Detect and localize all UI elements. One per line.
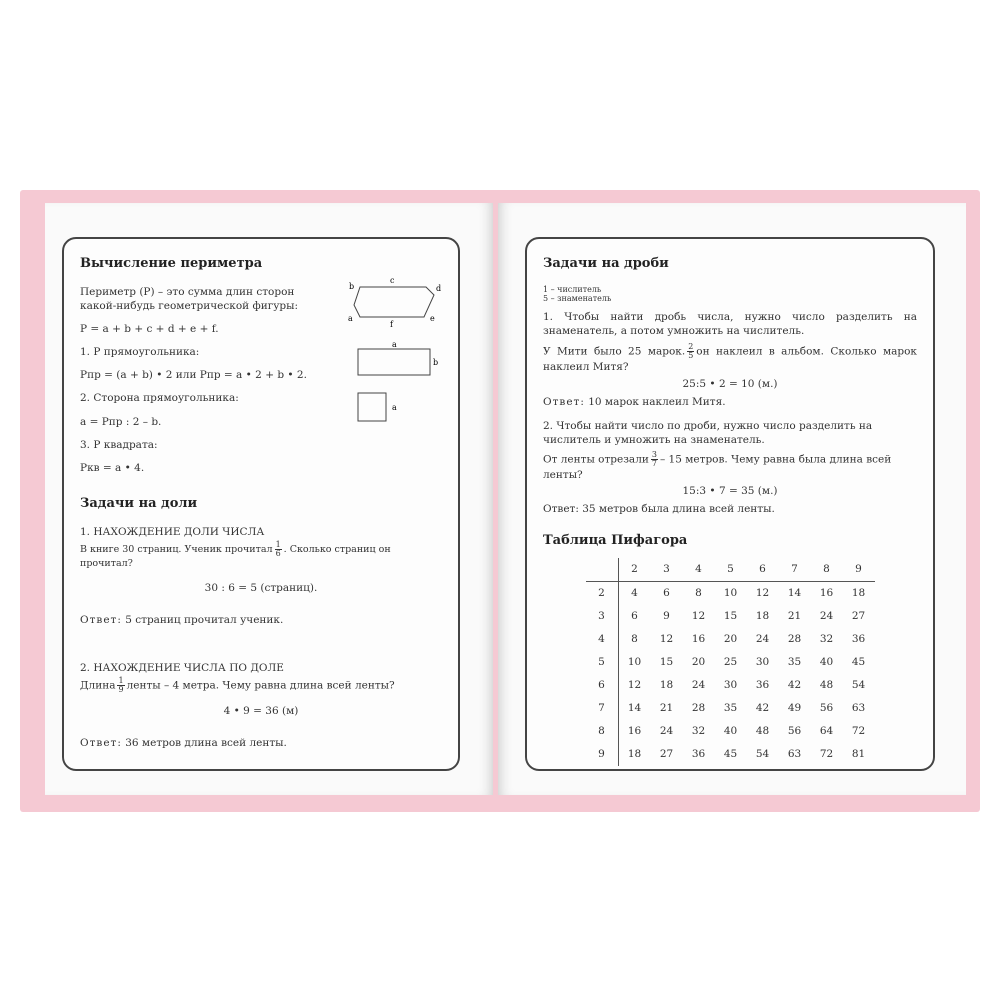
shape-diagrams bbox=[346, 277, 446, 427]
header-cell bbox=[586, 558, 619, 582]
table-cell: 20 bbox=[691, 656, 706, 669]
table-cell: 18 bbox=[755, 610, 770, 623]
table-cell: 36 bbox=[851, 633, 866, 646]
task1-text-a: В книге 30 страниц. Ученик прочитал bbox=[80, 543, 273, 555]
hex-label-d: d bbox=[436, 284, 442, 293]
perimeter-formula: P = a + b + c + d + e + f. bbox=[80, 322, 219, 335]
task1-text-b: он наклеил в альбом. Сколько марок наклеил Митя? bbox=[543, 345, 917, 374]
rule2: 2. Чтобы найти число по дроби, нужно число разделить на числитель и умножить на знаменатель. bbox=[543, 419, 873, 446]
rule1: 1. Чтобы найти дробь числа, нужно число разделить на знаменатель, а потом умножить на числитель. bbox=[543, 310, 917, 337]
table-cell: 72 bbox=[851, 725, 866, 738]
table-cell: 56 bbox=[787, 725, 802, 738]
answer-label: Ответ: bbox=[543, 396, 585, 409]
table-cell: 6 bbox=[631, 610, 638, 623]
table-cell: 28 bbox=[691, 702, 706, 715]
table-cell: 8 bbox=[695, 587, 702, 600]
fraction-task1-solution: 25:5 • 2 = 10 (м.) bbox=[682, 378, 778, 391]
task1-text-b: . Сколько страниц он прочитал? bbox=[80, 543, 391, 569]
task2-title: 2. НАХОЖДЕНИЕ ЧИСЛА ПО ДОЛЕ bbox=[80, 661, 284, 674]
header-cell: 5 bbox=[715, 558, 747, 582]
row-header-cell: 7 bbox=[586, 697, 619, 720]
table-cell: 8 bbox=[631, 633, 638, 646]
table-cell: 63 bbox=[851, 702, 866, 715]
table-cell: 12 bbox=[755, 587, 770, 600]
table-cell: 63 bbox=[787, 748, 802, 761]
denominator: 9 bbox=[118, 685, 124, 695]
table-cell: 9 bbox=[663, 610, 670, 623]
hex-label-e: e bbox=[430, 314, 435, 323]
table-cell: 64 bbox=[819, 725, 834, 738]
answer-text: 36 метров длина всей ленты. bbox=[125, 737, 287, 750]
table-row bbox=[586, 628, 875, 651]
table-cell: 40 bbox=[723, 725, 738, 738]
table-cell: 24 bbox=[659, 725, 674, 738]
table-cell: 12 bbox=[691, 610, 706, 623]
hex-label-b: b bbox=[349, 282, 355, 291]
row-header-cell: 3 bbox=[586, 605, 619, 628]
task1-solution: 30 : 6 = 5 (страниц). bbox=[204, 581, 318, 594]
table-cell: 81 bbox=[851, 748, 866, 761]
row-header-cell: 6 bbox=[586, 674, 619, 697]
table-cell: 54 bbox=[851, 679, 866, 692]
table-cell: 24 bbox=[691, 679, 706, 692]
header-cell: 2 bbox=[618, 558, 651, 582]
fraction bbox=[117, 677, 124, 694]
rect-label-b: b bbox=[433, 358, 439, 367]
table-row bbox=[586, 651, 875, 674]
task2-solution: 4 • 9 = 36 (м) bbox=[223, 705, 299, 718]
denominator-note: 5 – знаменатель bbox=[543, 294, 612, 304]
table-cell: 15 bbox=[659, 656, 674, 669]
table-cell: 45 bbox=[851, 656, 866, 669]
right-card bbox=[525, 237, 935, 771]
rect-side-label: 2. Сторона прямоугольника: bbox=[80, 392, 239, 405]
perimeter-definition: Периметр (P) – это сумма длин сторон какой-нибудь геометрической фигуры: bbox=[80, 285, 298, 312]
hex-label-f: f bbox=[390, 320, 393, 329]
fraction-task2-answer: Ответ: 35 метров была длина всей ленты. bbox=[543, 503, 775, 516]
table-cell: 21 bbox=[659, 702, 674, 715]
square-perimeter-label: 3. P квадрата: bbox=[80, 438, 158, 451]
fraction-task1-answer bbox=[543, 395, 917, 409]
header-cell: 4 bbox=[683, 558, 715, 582]
table-cell: 25 bbox=[723, 656, 738, 669]
table-header-row bbox=[586, 558, 875, 582]
table-cell: 48 bbox=[819, 679, 834, 692]
fraction-task2 bbox=[543, 451, 917, 482]
row-header-cell: 8 bbox=[586, 720, 619, 743]
rect-perimeter-label: 1. P прямоугольника: bbox=[80, 346, 200, 359]
answer-label: Ответ: bbox=[80, 613, 122, 626]
fraction-task2-solution: 15:3 • 7 = 35 (м.) bbox=[682, 485, 778, 498]
task2-text bbox=[80, 677, 442, 694]
table-cell: 18 bbox=[851, 587, 866, 600]
answer-label: Ответ: bbox=[80, 737, 122, 750]
hex-label-a: a bbox=[348, 314, 353, 323]
denominator: 6 bbox=[275, 548, 281, 558]
row-header-cell: 2 bbox=[586, 582, 619, 606]
table-cell: 45 bbox=[723, 748, 738, 761]
denominator: 7 bbox=[651, 458, 657, 468]
fraction bbox=[275, 541, 282, 558]
task2-text-b: ленты – 4 метра. Чему равна длина всей ленты? bbox=[126, 679, 395, 692]
table-cell: 15 bbox=[723, 610, 738, 623]
rect-side-formula: a = Pпр : 2 – b. bbox=[80, 415, 162, 428]
header-cell: 6 bbox=[747, 558, 779, 582]
header-cell: 8 bbox=[811, 558, 843, 582]
task1-title: 1. НАХОЖДЕНИЕ ДОЛИ ЧИСЛА bbox=[80, 525, 265, 538]
table-cell: 72 bbox=[819, 748, 834, 761]
table-cell: 16 bbox=[691, 633, 706, 646]
table-cell: 27 bbox=[851, 610, 866, 623]
table-cell: 49 bbox=[787, 702, 802, 715]
table-cell: 14 bbox=[787, 587, 802, 600]
rectangle-shape bbox=[358, 349, 430, 375]
table-cell: 4 bbox=[631, 587, 638, 600]
answer-text: 10 марок наклеил Митя. bbox=[588, 396, 726, 409]
numerator: 2 bbox=[688, 342, 694, 352]
task2-text-a: Длина bbox=[80, 679, 116, 692]
numerator-note: 1 – числитель bbox=[543, 284, 602, 294]
table-cell: 24 bbox=[819, 610, 834, 623]
header-cell: 3 bbox=[651, 558, 683, 582]
table-cell: 16 bbox=[819, 587, 834, 600]
left-card bbox=[62, 237, 460, 771]
table-cell: 35 bbox=[723, 702, 738, 715]
task2-answer bbox=[80, 736, 442, 750]
table-cell: 18 bbox=[627, 748, 642, 761]
table-row bbox=[586, 743, 875, 766]
shares-title: Задачи на доли bbox=[80, 496, 198, 512]
table-cell: 12 bbox=[627, 679, 642, 692]
rect-perimeter-formula: Pпр = (a + b) • 2 или Pпр = a • 2 + b • 2. bbox=[80, 369, 307, 382]
table-cell: 21 bbox=[787, 610, 802, 623]
task2-text-a: От ленты отрезали bbox=[543, 453, 649, 466]
task1-answer bbox=[80, 613, 442, 627]
task2-text-b: – 15 метров. Чему равна была длина всей ленты? bbox=[543, 453, 892, 481]
pythagoras-table bbox=[586, 558, 875, 766]
table-cell: 16 bbox=[627, 725, 642, 738]
rect-label-a: a bbox=[392, 340, 397, 349]
table-row bbox=[586, 605, 875, 628]
table-cell: 35 bbox=[787, 656, 802, 669]
table-row bbox=[586, 674, 875, 697]
table-cell: 36 bbox=[691, 748, 706, 761]
row-header-cell: 4 bbox=[586, 628, 619, 651]
table-row bbox=[586, 720, 875, 743]
task1-text bbox=[80, 541, 442, 571]
header-cell: 9 bbox=[843, 558, 875, 582]
table-cell: 14 bbox=[627, 702, 642, 715]
hex-label-c: c bbox=[390, 277, 395, 285]
square-shape bbox=[358, 393, 386, 421]
denominator: 5 bbox=[688, 351, 694, 361]
table-cell: 24 bbox=[755, 633, 770, 646]
square-perimeter-formula: Pкв = a • 4. bbox=[80, 461, 145, 474]
table-cell: 36 bbox=[755, 679, 770, 692]
fraction bbox=[687, 343, 694, 360]
table-cell: 27 bbox=[659, 748, 674, 761]
hexagon-shape bbox=[354, 287, 434, 317]
table-cell: 30 bbox=[723, 679, 738, 692]
fraction bbox=[651, 451, 658, 468]
table-cell: 56 bbox=[819, 702, 834, 715]
table-cell: 6 bbox=[663, 587, 670, 600]
numerator: 3 bbox=[651, 449, 657, 459]
answer-text: 5 страниц прочитал ученик. bbox=[125, 613, 284, 626]
table-cell: 32 bbox=[691, 725, 706, 738]
table-cell: 28 bbox=[787, 633, 802, 646]
table-cell: 30 bbox=[755, 656, 770, 669]
numerator: 1 bbox=[118, 676, 124, 686]
table-cell: 12 bbox=[659, 633, 674, 646]
table-cell: 48 bbox=[755, 725, 770, 738]
fractions-title: Задачи на дроби bbox=[543, 256, 669, 271]
table-cell: 42 bbox=[787, 679, 802, 692]
table-row bbox=[586, 697, 875, 720]
numerator: 1 bbox=[275, 539, 281, 549]
fraction-task1 bbox=[543, 343, 917, 374]
table-cell: 20 bbox=[723, 633, 738, 646]
table-cell: 18 bbox=[659, 679, 674, 692]
task1-text-a: У Мити было 25 марок. bbox=[543, 345, 686, 358]
row-header-cell: 9 bbox=[586, 743, 619, 766]
table-cell: 10 bbox=[627, 656, 642, 669]
header-cell: 7 bbox=[779, 558, 811, 582]
fraction-notes bbox=[543, 285, 917, 304]
table-row bbox=[586, 582, 875, 606]
table-cell: 10 bbox=[723, 587, 738, 600]
table-cell: 42 bbox=[755, 702, 770, 715]
row-header-cell: 5 bbox=[586, 651, 619, 674]
pythagoras-title: Таблица Пифагора bbox=[543, 533, 688, 549]
table-cell: 40 bbox=[819, 656, 834, 669]
table-cell: 32 bbox=[819, 633, 834, 646]
table-cell: 54 bbox=[755, 748, 770, 761]
perimeter-title: Вычисление периметра bbox=[80, 256, 263, 271]
square-label-a: a bbox=[392, 403, 397, 412]
